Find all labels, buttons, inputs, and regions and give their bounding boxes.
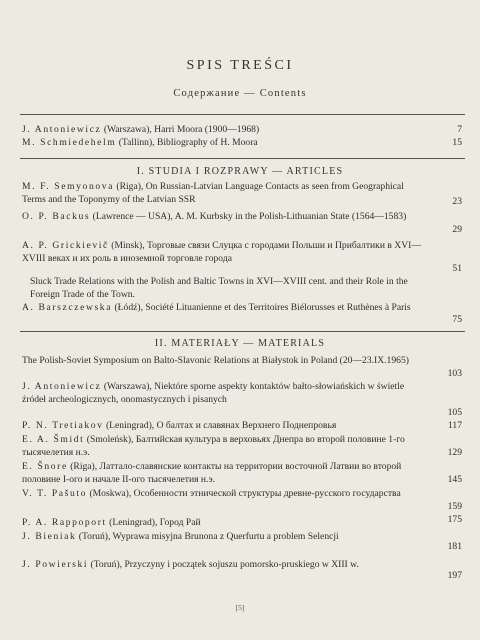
toc-entry [30, 276, 422, 301]
entry-text: (Toruń), Wyprawa misyjna Brunona z Querfurtu a problem Selencji [76, 531, 339, 542]
toc-entry [22, 181, 422, 206]
toc-entry [22, 434, 422, 459]
entry-page-number: 129 [447, 447, 462, 458]
entry-page-number: 23 [452, 196, 462, 207]
entry-page-number: 145 [447, 474, 462, 485]
entry-author: J. Antoniewicz [22, 124, 102, 135]
entry-text: (Leningrad), Город Рай [106, 517, 201, 528]
entry-text: (Leningrad), О балтах и славянах Верхнего Поднепровья [103, 420, 337, 431]
entry-text: (Riga), On Russian-Latvian Language Contacts as seen from Geographical Terms and the Toponymy of the Latvian SSR [22, 181, 404, 205]
entry-author: V. T. Pašuto [22, 488, 88, 499]
entry-author: J. Powierski [22, 559, 89, 570]
entry-page-number: 175 [447, 514, 462, 525]
page-folio: [5] [235, 603, 245, 612]
entry-page-number: 105 [447, 407, 462, 418]
entry-text: (Warszawa), Niektóre sporne aspekty kontaktów bałto-słowiańskich w świetle źródeł archeologicznych, onomastycznych i pisanych [22, 381, 405, 405]
entry-text: (Moskwa), Особенности этнической структуры древне-русского государства [87, 488, 401, 499]
entry-page-number: 51 [452, 263, 462, 274]
entry-text: The Polish-Soviet Symposium on Balto-Slavonic Relations at Białystok in Poland (20—23.IX.1965) [22, 355, 409, 366]
entry-text: Sluck Trade Relations with the Polish and Baltic Towns in XVI—XVIII cent. and their Role in the Foreign Trade of the Town. [30, 276, 408, 300]
toc-entry [22, 137, 422, 150]
entry-author: E. Šnore [22, 461, 68, 472]
entry-author: O. P. Backus [22, 211, 91, 222]
entry-author: J. Antoniewicz [22, 381, 102, 392]
entry-page-number: 117 [447, 420, 462, 431]
entry-page-number: 7 [457, 124, 462, 135]
entry-text: (Minsk), Торговые связи Слуцка с городами Польши и Прибалтики в XVI—XVIII веках и их роль в иноземной торговле города [22, 240, 421, 264]
page-title: SPIS TREŚCI [186, 58, 294, 73]
entry-author: P. N. Tretiakov [22, 420, 104, 431]
divider [20, 158, 465, 159]
toc-entry [22, 461, 422, 486]
entry-page-number: 159 [447, 501, 462, 512]
toc-entry [22, 302, 422, 315]
divider [20, 331, 465, 332]
toc-entry [22, 124, 422, 137]
section-heading: I. STUDIA I ROZPRAWY — ARTICLES [136, 166, 344, 177]
entry-author: A. P. Grickievič [22, 240, 109, 251]
entry-text: (Warszawa), Harri Moora (1900—1968) [101, 124, 260, 135]
entry-author: J. Bieniak [22, 531, 77, 542]
entry-author: M. F. Semyonova [22, 181, 114, 192]
entry-text: (Tallinn), Bibliography of H. Moora [116, 137, 258, 148]
entry-text: (Toruń), Przyczyny i początek sojuszu pomorsko-pruskiego w XIII w. [88, 559, 359, 570]
toc-entry [22, 488, 422, 501]
entry-text: (Łódź), Société Lituanienne et des Territoires Biélorusses et Ruthènes à Paris [112, 302, 411, 313]
entry-text: (Riga), Латтало-славянские контакты на территории восточной Латвии во второй половине I-ого и начале II-ого тысячелетия н.э. [22, 461, 402, 485]
toc-entry [22, 240, 422, 265]
entry-page-number: 29 [452, 224, 462, 235]
entry-author: P. A. Rappoport [22, 517, 107, 528]
divider [20, 114, 465, 115]
entry-author: A. Barszczewska [22, 302, 113, 313]
entry-page-number: 75 [452, 314, 462, 325]
toc-entry [22, 211, 422, 224]
toc-entry [22, 420, 422, 433]
toc-entry [22, 355, 422, 368]
toc-entry [22, 517, 422, 530]
section-heading: II. MATERIAŁY — MATERIALS [154, 338, 326, 349]
entry-author: E. A. Šmidt [22, 434, 85, 445]
entry-text: (Lawrence — USA), A. M. Kurbsky in the Polish-Lithuanian State (1564—1583) [90, 211, 407, 222]
entry-page-number: 197 [447, 570, 462, 581]
entry-author: M. Schmiedehelm [22, 137, 117, 148]
toc-entry [22, 531, 422, 544]
toc-entry [22, 559, 422, 572]
entry-page-number: 15 [452, 137, 462, 148]
page-subtitle: Содержание — Contents [173, 88, 307, 99]
entry-page-number: 103 [447, 368, 462, 379]
entry-page-number: 181 [447, 541, 462, 552]
toc-entry [22, 381, 422, 406]
entry-text: (Smoleńsk), Балтийская культура в верховьях Днепра во второй половине 1-го тысячелетия н.э. [22, 434, 405, 458]
